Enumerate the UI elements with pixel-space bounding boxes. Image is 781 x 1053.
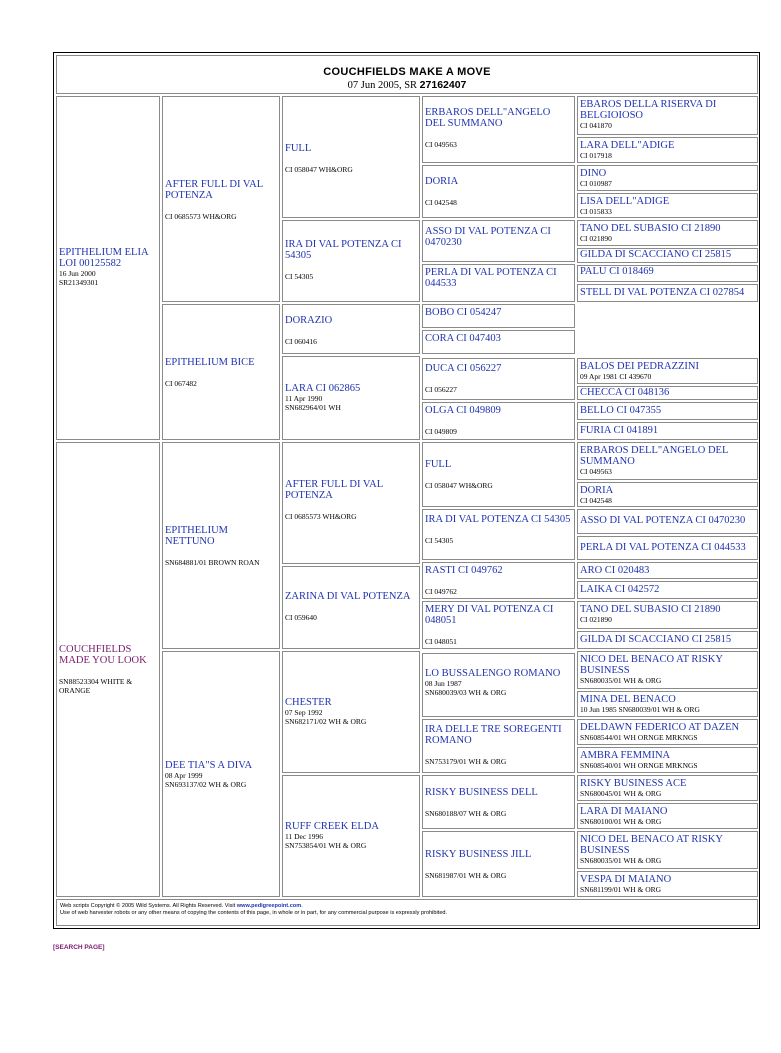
ancestor-name[interactable]: LARA DI MAIANO	[580, 806, 668, 817]
g2-cell	[162, 304, 280, 440]
usage-notice: Use of web harvester robots or any other means of copying the contents of this page, in whole or in part, for any commercial purpose is expressly prohibited.	[60, 910, 448, 916]
dam-detail-1: SN88523304 WHITE & ORANGE	[59, 677, 133, 695]
ancestor-detail: SN681987/01 WH & ORG	[425, 871, 507, 880]
g3-cell	[282, 356, 420, 440]
ancestor-name[interactable]: FULL	[285, 143, 312, 154]
g3-cell	[282, 304, 420, 354]
ancestor-name[interactable]: STELL DI VAL POTENZA CI 027854	[580, 287, 745, 298]
g2-cell	[162, 442, 280, 649]
sire-detail-1: 16 Jun 2000	[59, 269, 96, 278]
g5-cell	[577, 747, 758, 773]
g5-cell	[577, 719, 758, 745]
ancestor-name[interactable]: EBAROS DELLA RISERVA DI BELGIOIOSO	[580, 99, 717, 121]
ancestor-name[interactable]: MERY DI VAL POTENZA CI 048051	[425, 604, 554, 626]
dam-cell	[56, 442, 160, 897]
g4-cell	[422, 165, 575, 218]
g5-cell	[577, 562, 758, 579]
ancestor-name[interactable]: RUFF CREEK ELDA	[285, 821, 379, 832]
ancestor-detail: SN680039/03 WH & ORG	[425, 688, 507, 697]
ancestor-name[interactable]: AFTER FULL DI VAL POTENZA	[285, 479, 383, 501]
ancestor-name[interactable]: LARA CI 062865	[285, 383, 361, 394]
ancestor-detail: CI 060416	[285, 337, 317, 346]
g4-cell	[422, 775, 575, 829]
ancestor-name[interactable]: DORIA	[425, 176, 459, 187]
ancestor-name[interactable]: MINA DEL BENACO	[580, 694, 676, 705]
g4-cell	[422, 96, 575, 163]
g5-cell	[577, 831, 758, 869]
g4-cell	[422, 653, 575, 717]
copyright-line	[60, 903, 754, 910]
ancestor-detail: SN680045/01 WH & ORG	[580, 789, 662, 798]
ancestor-name[interactable]: PERLA DI VAL POTENZA CI 044533	[425, 267, 557, 289]
g4-cell	[422, 402, 575, 440]
ancestor-name[interactable]: LISA DELL"ADIGE	[580, 196, 670, 207]
g4-cell	[422, 442, 575, 507]
ancestor-name[interactable]: VESPA DI MAIANO	[580, 874, 672, 885]
ancestor-detail: CI 015833	[580, 207, 612, 216]
ancestor-name[interactable]: IRA DELLE TRE SOREGENTI ROMANO	[425, 724, 562, 746]
ancestor-name[interactable]: AMBRA FEMMINA	[580, 750, 671, 761]
pedigree-header	[56, 55, 758, 94]
g3-cell	[282, 651, 420, 773]
g4-cell	[422, 831, 575, 897]
ancestor-detail: SN680035/01 WH & ORG	[580, 856, 662, 865]
ancestor-name[interactable]: PALU CI 018469	[580, 266, 654, 277]
g2-cell	[162, 96, 280, 302]
g5-cell	[577, 402, 758, 420]
g4-cell	[422, 562, 575, 599]
g5-cell	[577, 220, 758, 246]
ancestor-name[interactable]: IRA DI VAL POTENZA CI 54305	[425, 514, 571, 525]
ancestor-detail: CI 0685573 WH&ORG	[165, 212, 237, 221]
ancestor-name[interactable]: TANO DEL SUBASIO CI 21890	[580, 604, 721, 615]
pedigreepoint-link[interactable]: www.pedigreepoint.com	[236, 903, 302, 909]
ancestor-name[interactable]: ZARINA DI VAL POTENZA	[285, 591, 411, 602]
g5-cell	[577, 442, 758, 480]
ancestor-name[interactable]: CORA CI 047403	[425, 333, 501, 344]
ancestor-detail: SN681199/01 WH & ORG	[580, 885, 662, 894]
ancestor-name[interactable]: AFTER FULL DI VAL POTENZA	[165, 179, 263, 201]
sr-number: 27162407	[419, 79, 467, 91]
ancestor-name[interactable]: ERBAROS DELL"ANGELO DEL SUMMANO	[425, 107, 551, 129]
ancestor-name[interactable]: PERLA DI VAL POTENZA CI 044533	[580, 542, 746, 553]
ancestor-detail: CI 021890	[580, 234, 612, 243]
g5-cell	[577, 358, 758, 384]
g4-cell	[422, 358, 575, 400]
g5-cell	[577, 248, 758, 263]
ancestor-name[interactable]: BALOS DEI PEDRAZZINI	[580, 361, 699, 372]
copyright-footer	[56, 899, 758, 926]
g5-cell	[577, 137, 758, 163]
ancestor-detail: CI 042548	[425, 198, 457, 207]
ancestor-name[interactable]: ERBAROS DELL"ANGELO DEL SUMMANO	[580, 445, 728, 467]
ancestor-name[interactable]: OLGA CI 049809	[425, 405, 501, 416]
date-sr-label: 07 Jun 2005, SR	[347, 80, 420, 91]
page-title: COUCHFIELDS MAKE A MOVE	[323, 66, 491, 78]
ancestor-name[interactable]: NICO DEL BENACO AT RISKY BUSINESS	[580, 654, 723, 676]
ancestor-detail: CI 010987	[580, 179, 612, 188]
ancestor-name[interactable]: FULL	[425, 459, 452, 470]
g4-cell	[422, 719, 575, 773]
ancestor-detail: CI 049762	[425, 587, 457, 596]
g5-cell	[577, 803, 758, 829]
ancestor-detail: 08 Apr 1999	[165, 771, 203, 780]
g5-cell	[577, 509, 758, 534]
ancestor-detail: 11 Apr 1990	[285, 394, 323, 403]
g5-cell	[577, 536, 758, 560]
ancestor-detail: 08 Jun 1987	[425, 679, 462, 688]
ancestor-detail: 10 Jun 1985 SN680039/01 WH & ORG	[580, 705, 700, 714]
g5-cell	[577, 265, 758, 282]
ancestor-name[interactable]: LO BUSSALENGO ROMANO	[425, 668, 561, 679]
g4-cell	[422, 264, 575, 302]
ancestor-detail: CI 049563	[580, 467, 612, 476]
ancestor-detail: CI 049809	[425, 427, 457, 436]
g5-cell	[577, 871, 758, 897]
ancestor-detail: SN608540/01 WH ORNGE MRKNGS	[580, 761, 698, 770]
date-sr-line	[59, 79, 755, 91]
ancestor-name[interactable]: DEE TIA"S A DIVA	[165, 760, 253, 771]
ancestor-name[interactable]: RISKY BUSINESS DELL	[425, 787, 538, 798]
g5-cell	[577, 775, 758, 801]
g5-cell	[577, 482, 758, 507]
ancestor-name[interactable]: BELLO CI 047355	[580, 405, 662, 416]
copyright-prefix: Web scripts Copyright © 2005 Wild Systems. All Rights Reserved. Visit	[60, 903, 237, 909]
g5-cell	[577, 193, 758, 218]
ancestor-detail: SN680100/01 WH & ORG	[580, 817, 662, 826]
g5-cell	[577, 691, 758, 717]
sire-cell	[56, 96, 160, 440]
g5-cell	[577, 651, 758, 689]
ancestor-detail: SN753854/01 WH & ORG	[285, 841, 367, 850]
g5-cell	[577, 422, 758, 440]
g4-cell	[422, 509, 575, 560]
ancestor-name[interactable]: BOBO CI 054247	[425, 307, 502, 318]
sire-name[interactable]: EPITHELIUM ELIA LOI 00125582	[59, 247, 148, 269]
ancestor-detail: 09 Apr 1981 CI 439670	[580, 372, 652, 381]
g3-cell	[282, 96, 420, 218]
copyright-suffix: .	[301, 903, 303, 909]
ancestor-name[interactable]: EPITHELIUM NETTUNO	[165, 525, 228, 547]
ancestor-name[interactable]: DELDAWN FEDERICO AT DAZEN	[580, 722, 740, 733]
ancestor-detail: SN684881/01 BROWN ROAN	[165, 558, 260, 567]
ancestor-detail: CI 0685573 WH&ORG	[285, 512, 357, 521]
g4-cell	[422, 601, 575, 649]
g5-cell	[577, 96, 758, 135]
ancestor-detail: CI 059640	[285, 613, 317, 622]
ancestor-name[interactable]: CHECCA CI 048136	[580, 387, 670, 398]
ancestor-name[interactable]: DINO	[580, 168, 607, 179]
ancestor-name[interactable]: RASTI CI 049762	[425, 565, 503, 576]
ancestor-detail: SN680188/07 WH & ORG	[425, 809, 507, 818]
ancestor-name[interactable]: EPITHELIUM BICE	[165, 357, 255, 368]
ancestor-detail: SN682964/01 WH	[285, 403, 341, 412]
ancestor-name[interactable]: FURIA CI 041891	[580, 425, 659, 436]
ancestor-name[interactable]: DUCA CI 056227	[425, 363, 502, 374]
dam-name[interactable]: COUCHFIELDS MADE YOU LOOK	[59, 644, 147, 666]
ancestor-name[interactable]: GILDA DI SCACCIANO CI 25815	[580, 249, 732, 260]
search-page-link[interactable]: [SEARCH PAGE]	[53, 944, 105, 951]
g5-cell	[577, 631, 758, 649]
g5-cell	[577, 601, 758, 629]
g3-cell	[282, 775, 420, 897]
sire-detail-2: SR21349301	[59, 278, 99, 287]
ancestor-name[interactable]: IRA DI VAL POTENZA CI 54305	[285, 239, 402, 261]
g5-cell	[577, 165, 758, 191]
ancestor-name[interactable]: ASSO DI VAL POTENZA CI 0470230	[425, 226, 551, 248]
g2-cell	[162, 651, 280, 897]
ancestor-name[interactable]: ASSO DI VAL POTENZA CI 0470230	[580, 515, 746, 526]
ancestor-detail: SN682171/02 WH & ORG	[285, 717, 367, 726]
ancestor-detail: CI 54305	[425, 536, 454, 545]
ancestor-detail: 07 Sep 1992	[285, 708, 323, 717]
ancestor-name[interactable]: CHESTER	[285, 697, 332, 708]
ancestor-detail: SN693137/02 WH & ORG	[165, 780, 247, 789]
ancestor-detail: CI 042548	[580, 496, 612, 505]
ancestor-detail: CI 058047 WH&ORG	[425, 481, 493, 490]
ancestor-detail: SN608544/01 WH ORNGE MRKNGS	[580, 733, 698, 742]
ancestor-name[interactable]: RISKY BUSINESS ACE	[580, 778, 687, 789]
ancestor-name[interactable]: DORIA	[580, 485, 614, 496]
ancestor-name[interactable]: NICO DEL BENACO AT RISKY BUSINESS	[580, 834, 723, 856]
g4-cell	[422, 220, 575, 262]
ancestor-name[interactable]: GILDA DI SCACCIANO CI 25815	[580, 634, 732, 645]
ancestor-detail: CI 041870	[580, 121, 612, 130]
ancestor-detail: CI 54305	[285, 272, 314, 281]
ancestor-name[interactable]: ARO CI 020483	[580, 565, 650, 576]
ancestor-detail: SN680035/01 WH & ORG	[580, 676, 662, 685]
g5-cell	[577, 581, 758, 599]
ancestor-detail: CI 067482	[165, 379, 197, 388]
ancestor-detail: CI 021890	[580, 615, 612, 624]
ancestor-name[interactable]: RISKY BUSINESS JILL	[425, 849, 532, 860]
g5-cell	[577, 284, 758, 302]
ancestor-detail: CI 017918	[580, 151, 612, 160]
ancestor-name[interactable]: LAIKA CI 042572	[580, 584, 660, 595]
g3-cell	[282, 442, 420, 564]
ancestor-name[interactable]: TANO DEL SUBASIO CI 21890	[580, 223, 721, 234]
ancestor-name[interactable]: LARA DELL"ADIGE	[580, 140, 675, 151]
ancestor-detail: CI 058047 WH&ORG	[285, 165, 353, 174]
g3-cell	[282, 566, 420, 649]
g4-cell	[422, 330, 575, 354]
g5-cell	[577, 386, 758, 400]
ancestor-detail: 11 Dec 1996	[285, 832, 324, 841]
g4-cell	[422, 304, 575, 328]
ancestor-detail: CI 056227	[425, 385, 457, 394]
g3-cell	[282, 220, 420, 302]
ancestor-detail: CI 048051	[425, 637, 457, 646]
ancestor-detail: SN753179/01 WH & ORG	[425, 757, 507, 766]
ancestor-detail: CI 049563	[425, 140, 457, 149]
ancestor-name[interactable]: DORAZIO	[285, 315, 333, 326]
